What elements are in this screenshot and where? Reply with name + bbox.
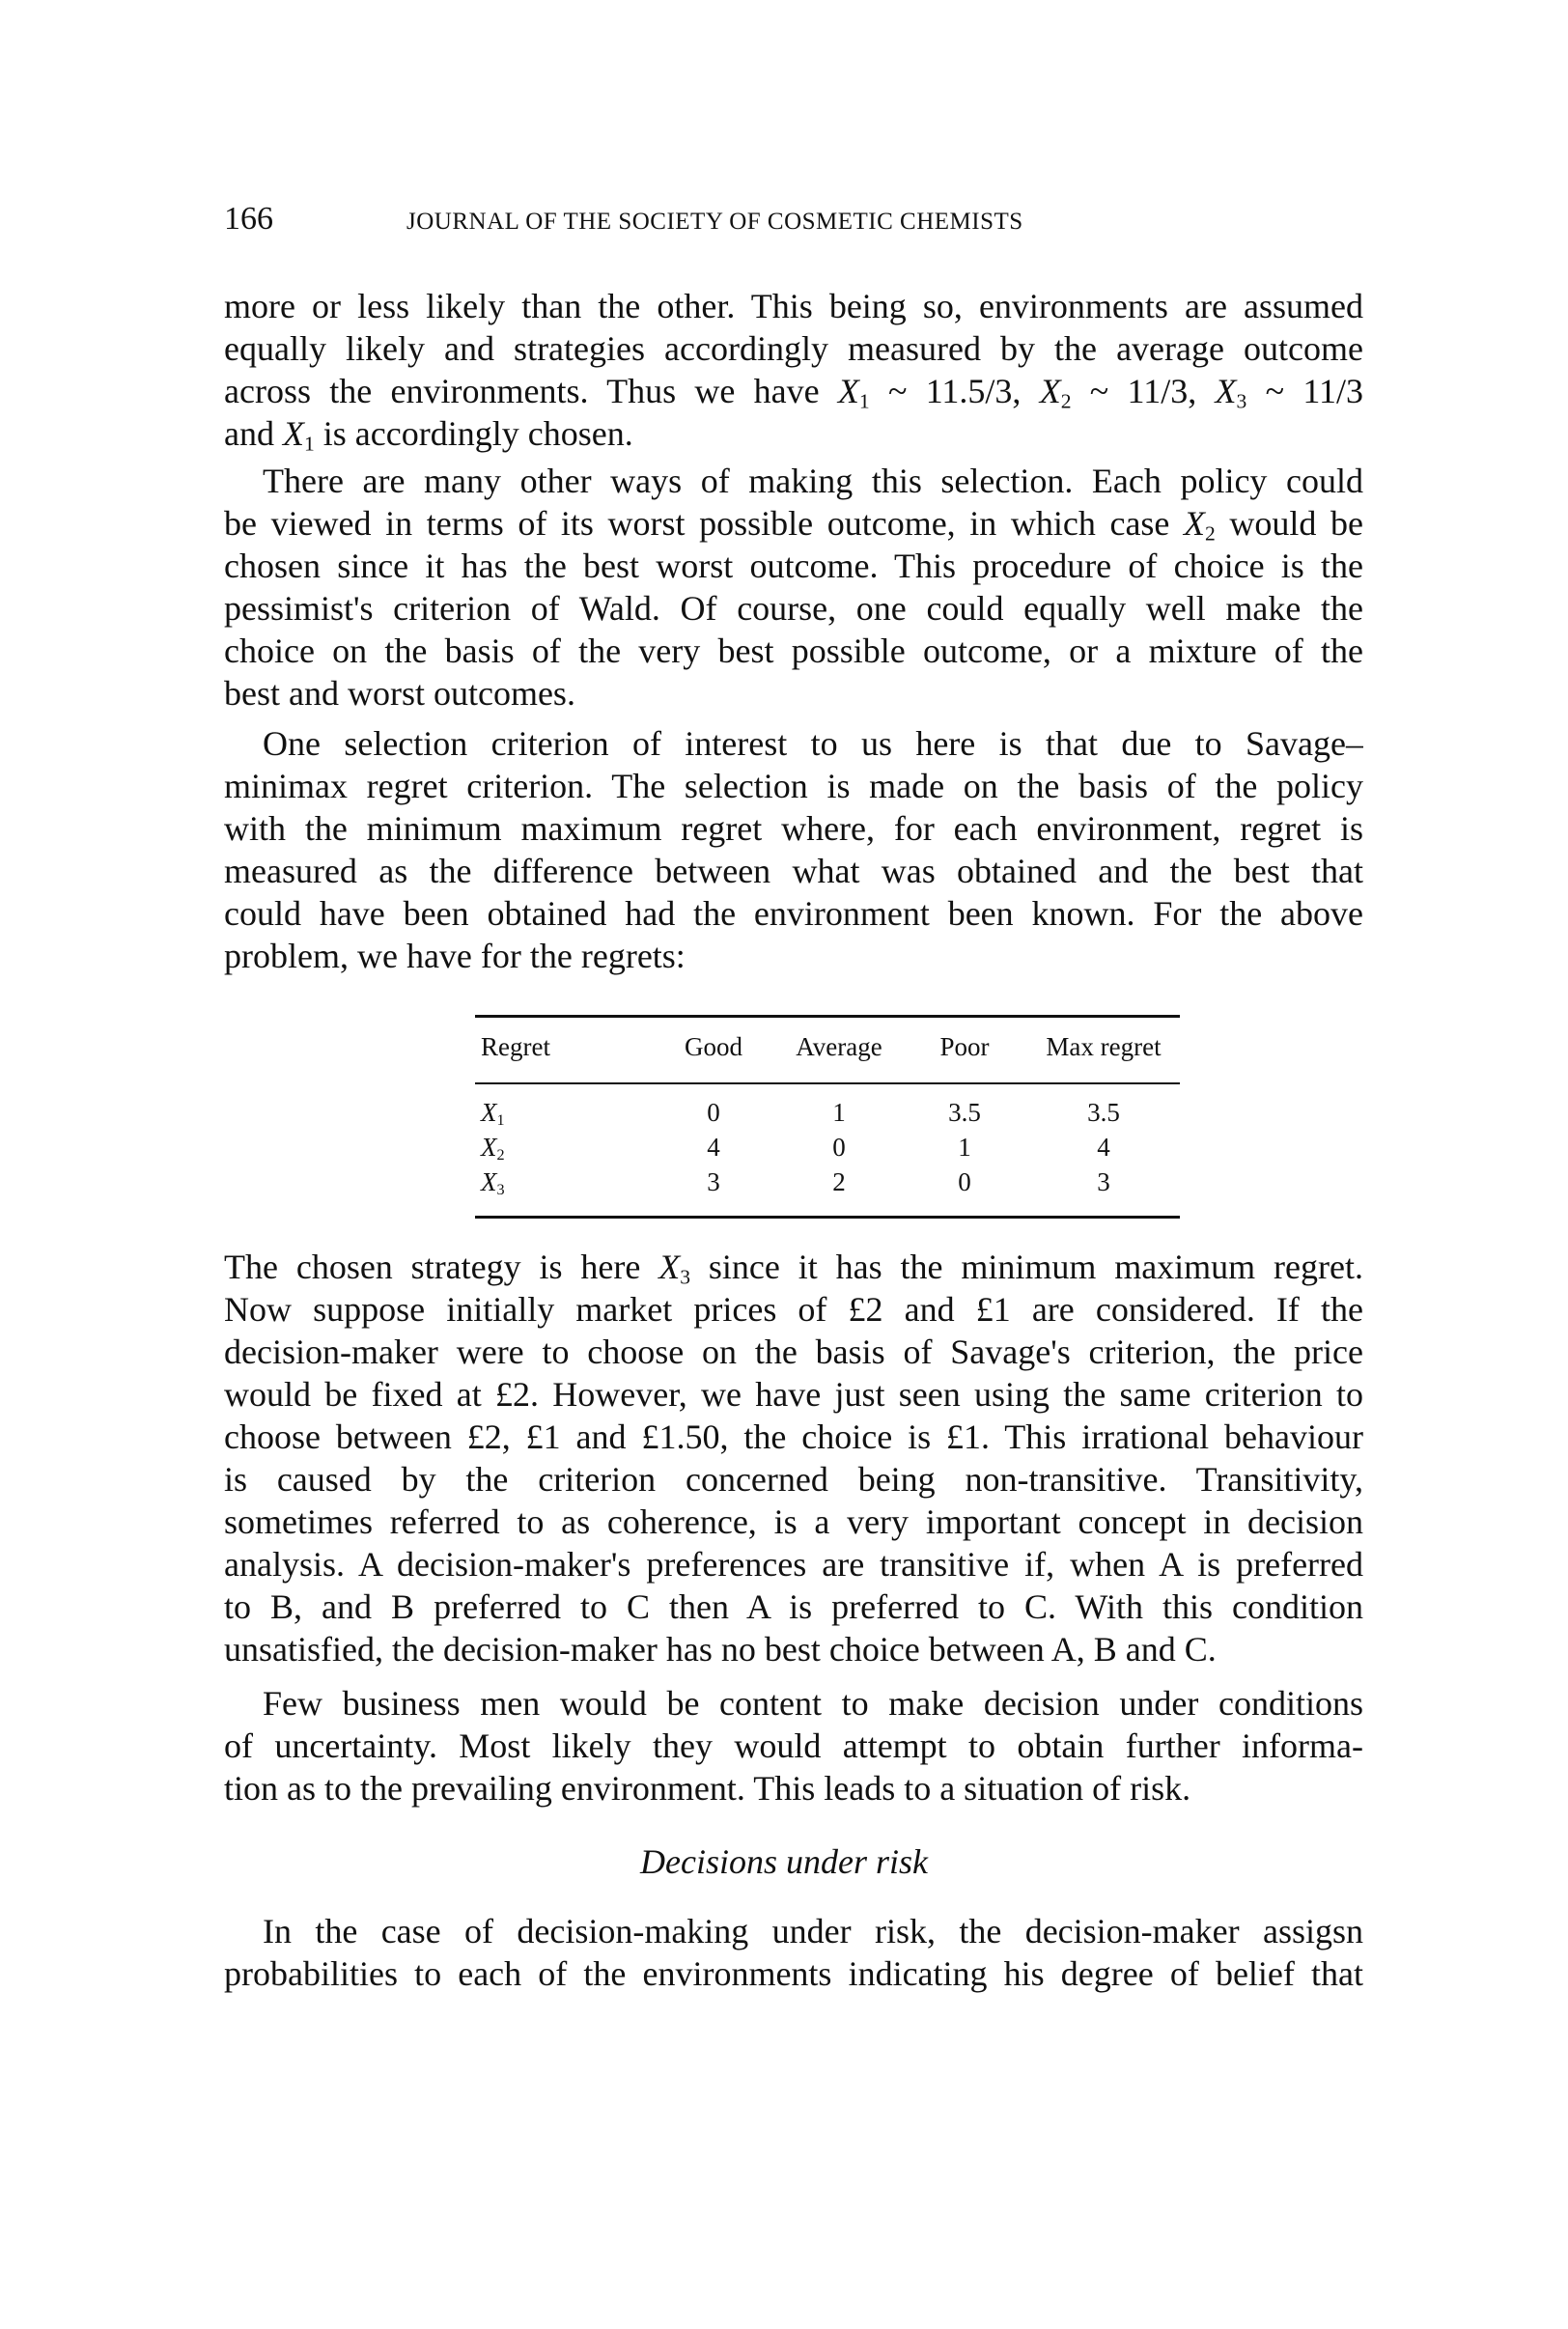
page-number: 166 (224, 201, 273, 237)
text-segment: chosen since it has the best worst outcome. This procedure of choice is the (224, 547, 1363, 585)
text-line (224, 630, 1363, 672)
text-segment: ~ 11.5/3, (869, 372, 1040, 410)
table-cell: 4 (707, 1133, 720, 1162)
math-variable: X (282, 414, 304, 453)
math-variable: X (1039, 372, 1061, 410)
text-line (224, 1543, 1363, 1585)
text-segment: measured as the difference between what was obtained and the best that (224, 852, 1363, 890)
text-segment: is accordingly chosen. (314, 414, 633, 453)
journal-title: JOURNAL OF THE SOCIETY OF COSMETIC CHEMISTS (406, 209, 1023, 235)
math-variable: X (481, 1167, 497, 1196)
text-line (224, 1910, 1363, 1952)
text-line (224, 1373, 1363, 1416)
text-segment: sometimes referred to as coherence, is a very important concept in decision (224, 1502, 1363, 1541)
text-line (224, 935, 1363, 977)
subscript: 1 (858, 389, 870, 412)
text-line (224, 1628, 1363, 1670)
subscript: 2 (1205, 521, 1216, 545)
text-line (224, 327, 1363, 370)
text-line (224, 285, 1363, 327)
math-variable: X (1215, 372, 1237, 410)
text-line (224, 850, 1363, 892)
text-line (224, 807, 1363, 850)
text-line (224, 892, 1363, 935)
table-cell: 4 (1097, 1133, 1110, 1162)
text-line (224, 1246, 1363, 1288)
text-segment: One selection criterion of interest to us here is that due to Savage– (263, 724, 1363, 763)
table-bottom-rule (475, 1216, 1180, 1219)
paragraph (224, 460, 1363, 715)
text-line (224, 1288, 1363, 1331)
text-segment: more or less likely than the other. This being so, environments are assumed (224, 287, 1363, 325)
text-line (224, 1952, 1363, 1995)
paragraph (224, 722, 1363, 977)
table-cell: 0 (958, 1167, 971, 1196)
text-segment: across the environments. Thus we have (224, 372, 838, 410)
table-cell: 0 (707, 1098, 720, 1127)
text-segment: is caused by the criterion concerned being non-transitive. Transitivity, (224, 1460, 1363, 1499)
table-header-rule (475, 1082, 1180, 1084)
text-line (224, 1767, 1363, 1810)
text-segment: best and worst outcomes. (224, 674, 575, 713)
text-segment: to B, and B preferred to C then A is preferred to C. With this condition (224, 1587, 1363, 1626)
table-cell: 0 (832, 1133, 846, 1162)
text-line (224, 1725, 1363, 1767)
text-line (224, 370, 1363, 412)
column-header: Good (685, 1032, 742, 1061)
text-line (224, 1331, 1363, 1373)
text-segment: and (224, 414, 283, 453)
text-line (224, 672, 1363, 715)
column-header: Regret (481, 1032, 550, 1061)
text-segment: decision-maker were to choose on the basis of Savage's criterion, the price (224, 1333, 1363, 1371)
text-segment: In the case of decision-making under risk, the decision-maker assigsn (263, 1912, 1363, 1950)
text-line (224, 545, 1363, 587)
paragraph (224, 1246, 1363, 1670)
table-top-rule (475, 1015, 1180, 1018)
subscript: 3 (680, 1265, 691, 1288)
subscript: 1 (303, 432, 315, 455)
text-segment: probabilities to each of the environments indicating his degree of belief that (224, 1954, 1363, 1993)
subscript: 2 (1060, 389, 1072, 412)
subscript: 3 (496, 1181, 505, 1199)
table-cell: 1 (958, 1133, 971, 1162)
math-variable: X (481, 1133, 497, 1162)
text-line (224, 587, 1363, 630)
text-segment: with the minimum maximum regret where, for each environment, regret is (224, 809, 1363, 848)
text-line (224, 502, 1363, 545)
table-cell: 1 (832, 1098, 846, 1127)
text-line (224, 1501, 1363, 1543)
text-segment: pessimist's criterion of Wald. Of course, one could equally well make the (224, 589, 1363, 628)
column-header: Max regret (1046, 1032, 1162, 1061)
math-variable: X (837, 372, 859, 410)
math-variable: X (658, 1248, 681, 1286)
text-line (224, 412, 1363, 455)
text-segment: since it has the minimum maximum regret. (690, 1248, 1363, 1286)
subscript: 2 (496, 1146, 505, 1164)
row-label (481, 1132, 505, 1163)
subscript: 1 (496, 1111, 505, 1130)
text-line (224, 1682, 1363, 1725)
text-segment: equally likely and strategies accordingly measured by the average outcome (224, 329, 1363, 368)
text-segment: be viewed in terms of its worst possible outcome, in which case (224, 504, 1185, 543)
text-line (224, 1416, 1363, 1458)
text-segment: would be fixed at £2. However, we have just seen using the same criterion to (224, 1375, 1363, 1414)
text-segment: of uncertainty. Most likely they would attempt to obtain further informa- (224, 1726, 1363, 1765)
text-segment: Few business men would be content to make decision under conditions (263, 1684, 1363, 1723)
column-header: Poor (939, 1032, 990, 1061)
text-segment: choose between £2, £1 and £1.50, the choice is £1. This irrational behaviour (224, 1417, 1363, 1456)
text-segment: minimax regret criterion. The selection is made on the basis of the policy (224, 767, 1363, 805)
text-segment: tion as to the prevailing environment. This leads to a situation of risk. (224, 1769, 1191, 1808)
text-segment: The chosen strategy is here (224, 1248, 659, 1286)
text-segment: ~ 11/3, (1071, 372, 1216, 410)
text-segment: would be (1215, 504, 1363, 543)
subscript: 3 (1236, 389, 1247, 412)
text-line (224, 765, 1363, 807)
text-line (224, 1458, 1363, 1501)
text-segment: analysis. A decision-maker's preferences are transitive if, when A is preferred (224, 1545, 1363, 1584)
text-segment: unsatisfied, the decision-maker has no best choice between A, B and C. (224, 1630, 1217, 1669)
text-segment: There are many other ways of making this selection. Each policy could (263, 462, 1363, 500)
text-segment: choice on the basis of the very best possible outcome, or a mixture of the (224, 631, 1363, 670)
text-line (224, 460, 1363, 502)
row-label (481, 1097, 505, 1128)
text-segment: could have been obtained had the environment been known. For the above (224, 894, 1363, 933)
table-cell: 3 (707, 1167, 720, 1196)
math-variable: X (1184, 504, 1206, 543)
table-cell: 3.5 (1087, 1098, 1120, 1127)
paragraph (224, 1682, 1363, 1810)
row-label (481, 1166, 505, 1197)
text-segment: ~ 11/3 (1246, 372, 1363, 410)
table-cell: 3.5 (948, 1098, 981, 1127)
text-line (224, 1585, 1363, 1628)
text-segment: Now suppose initially market prices of £2 and £1 are considered. If the (224, 1290, 1363, 1329)
section-heading: Decisions under risk (640, 1842, 928, 1881)
column-header: Average (796, 1032, 882, 1061)
table-cell: 3 (1097, 1167, 1110, 1196)
text-line (224, 722, 1363, 765)
math-variable: X (481, 1098, 497, 1127)
table-cell: 2 (832, 1167, 846, 1196)
paragraph (224, 285, 1363, 455)
text-segment: problem, we have for the regrets: (224, 937, 686, 975)
paragraph (224, 1910, 1363, 1995)
